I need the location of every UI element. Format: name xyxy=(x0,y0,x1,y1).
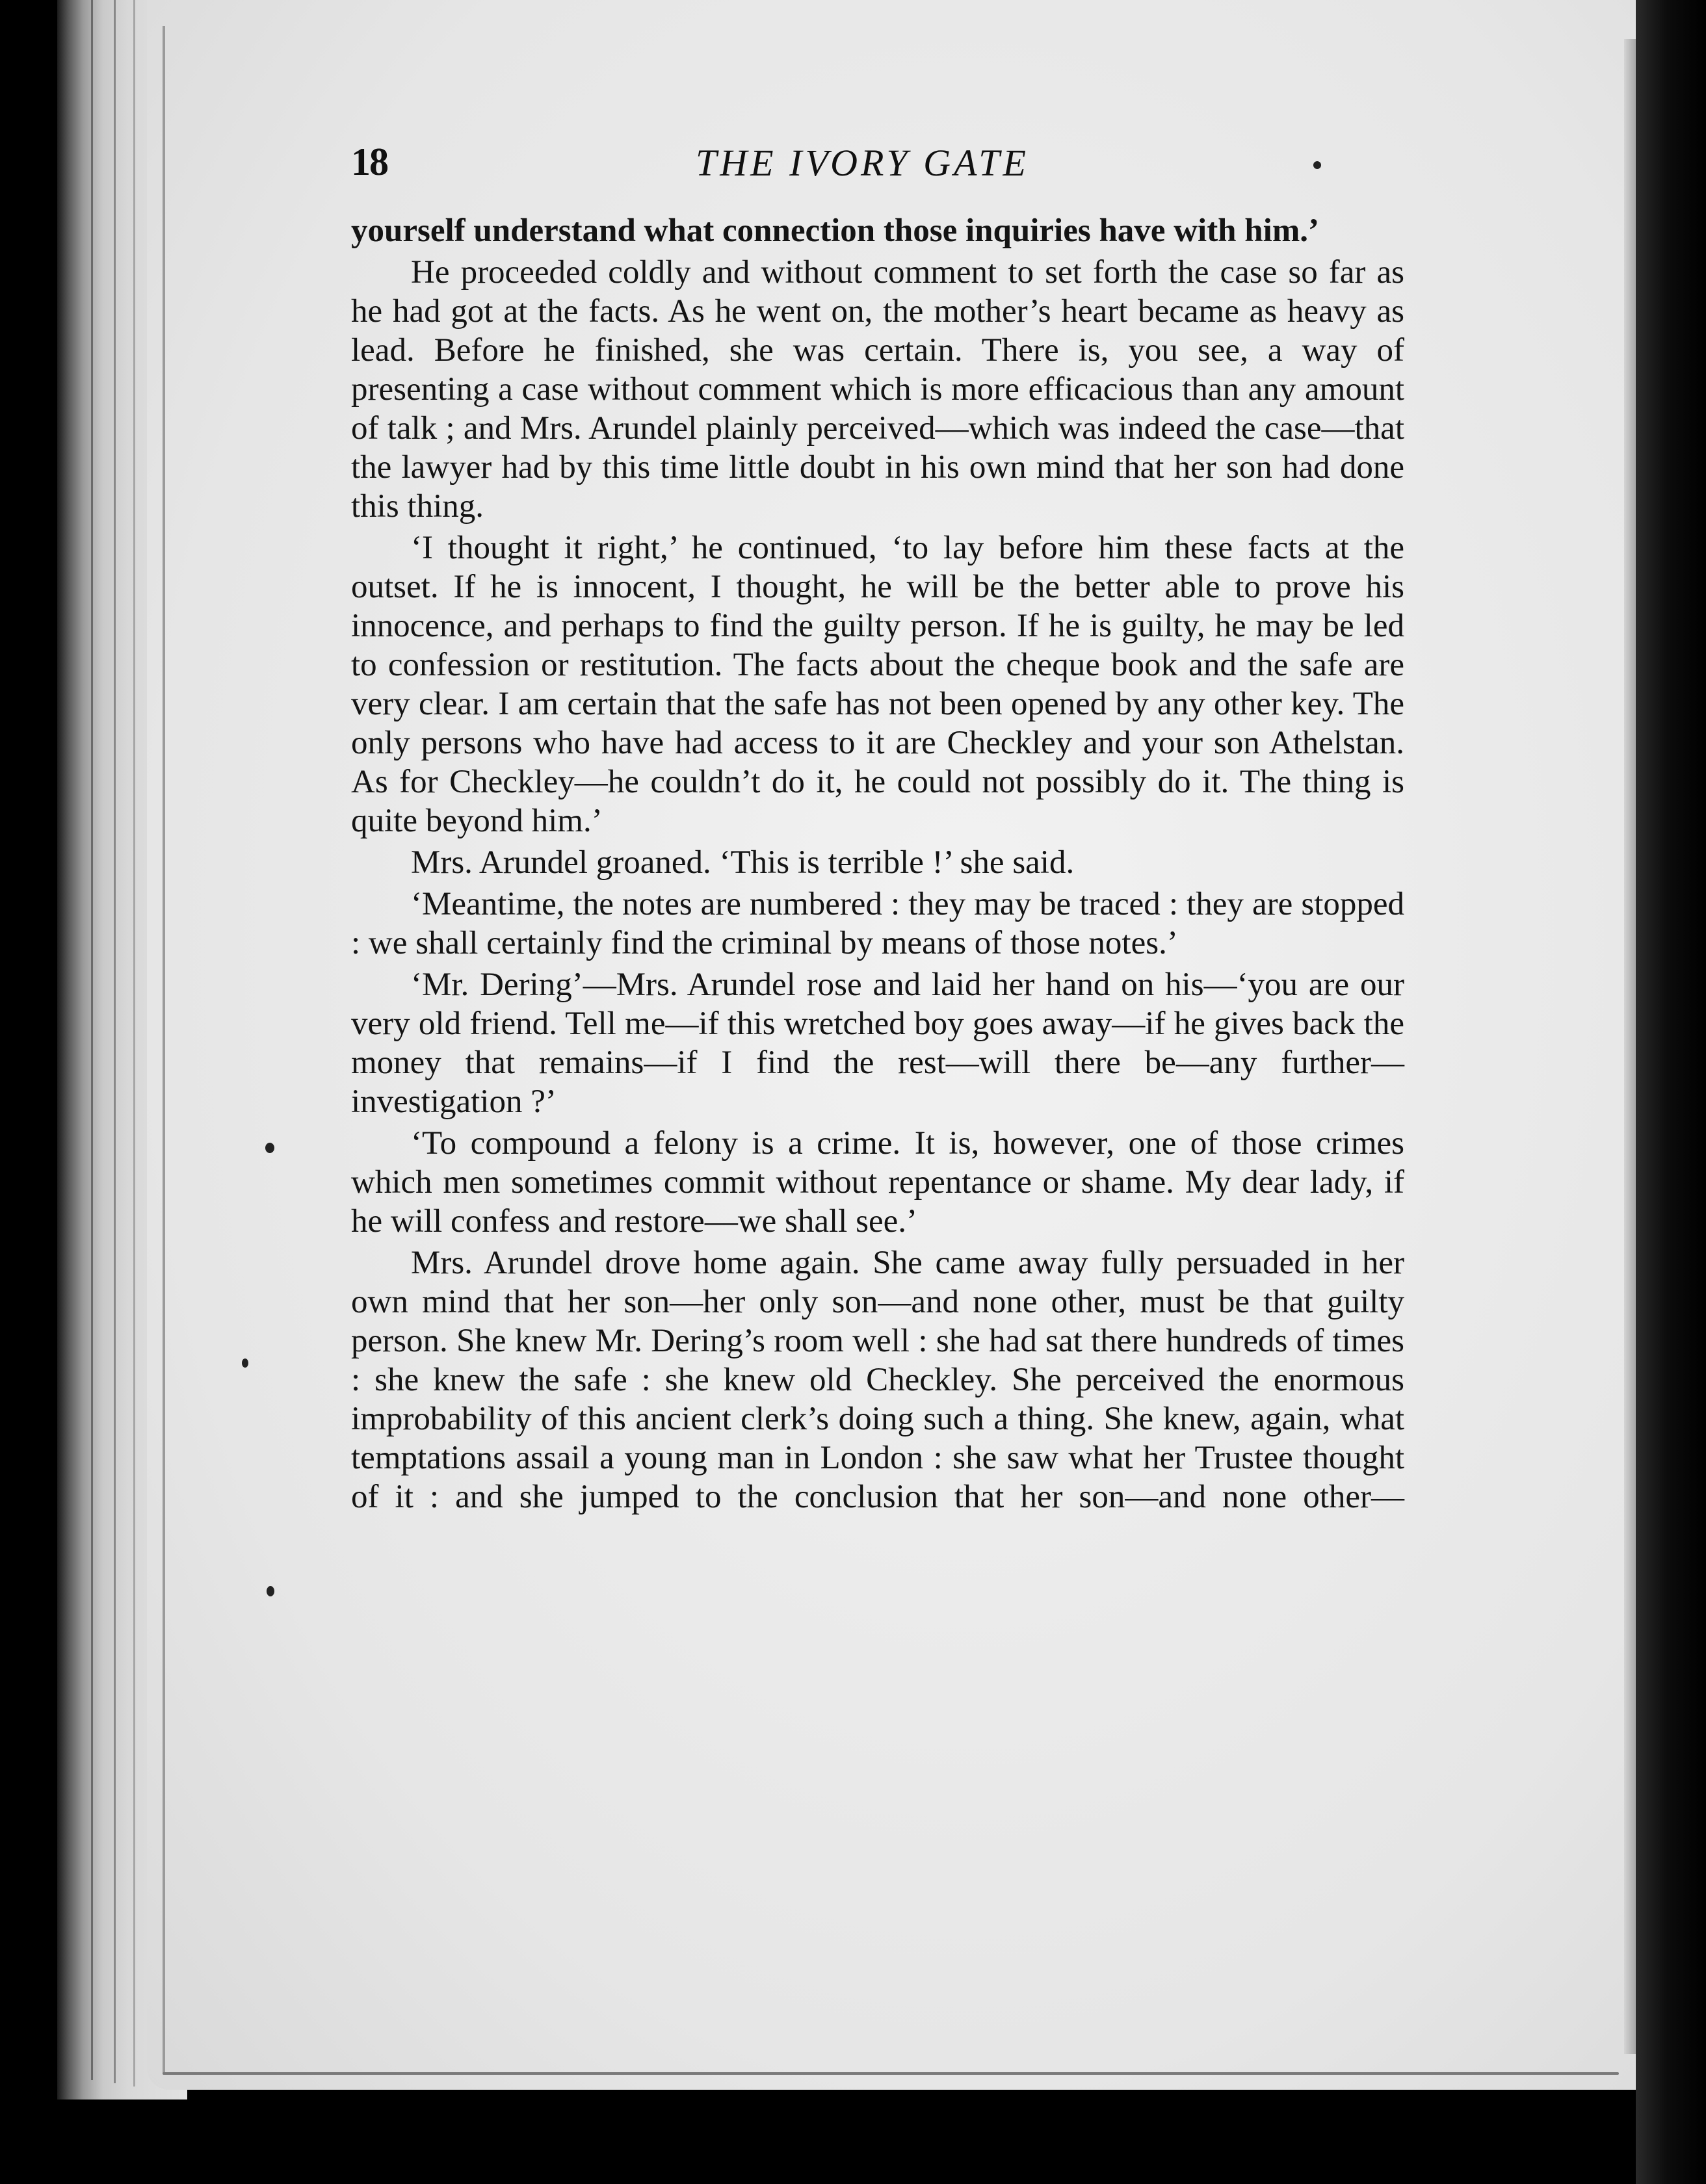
scan-speck xyxy=(1313,161,1321,169)
paragraph: ‘Mr. Dering’—Mrs. Arundel rose and laid her hand on his—‘you are our very old friend. Tell me—if this wretched boy goes away—if he gives back the money that remains—if I find the rest—will there be—any further—investigation ?’ xyxy=(351,967,1404,1120)
paragraph: ‘I thought it right,’ he continued, ‘to lay before him these facts at the outset. If he is innocent, I thought, he will be the better able to prove his innocence, and perhaps to find the guilty person. If he is guilty, he may be led to confession or restitution. The facts about the cheque book and the safe are very clear. I am certain that the safe has not been opened by any other key. The only persons who have had access to it are Checkley and your son Athelstan. As for Checkley—he couldn’t do it, he could not possibly do it. The thing is quite beyond him.’ xyxy=(351,530,1404,839)
scan-speck xyxy=(267,1586,274,1596)
page-edge-line xyxy=(114,0,116,2083)
book-binding xyxy=(1636,0,1706,2184)
page-edge-line xyxy=(91,0,93,2080)
running-title: THE IVORY GATE xyxy=(696,142,1029,184)
page-edge-line xyxy=(133,0,135,2086)
paragraph: ‘Meantime, the notes are numbered : they may be traced : they are stopped : we shall certainly find the criminal by means of those notes.’ xyxy=(351,886,1404,961)
running-header xyxy=(351,140,1606,192)
paragraph: Mrs. Arundel groaned. ‘This is terrible !’ she said. xyxy=(411,844,1075,881)
page-margin-rule xyxy=(163,26,165,2074)
paragraph: yourself understand what connection those inquiries have with him.’ xyxy=(351,213,1320,249)
paragraph: Mrs. Arundel drove home again. She came away fully persuaded in her own mind that her son—her only son—and none other, must be that guilty person. She knew Mr. Dering’s room well : she had sat there hundreds of times : she knew the safe : she knew old Checkley. She perceived the enormous improbability of this ancient clerk’s doing such a thing. She knew, again, what temptations assail a young man in London : she saw what her Trustee thought of it : and she jumped to the conclusion that her son—and none other— xyxy=(351,1245,1404,1515)
paragraph: ‘To compound a felony is a crime. It is, however, one of those crimes which men sometimes commit without repentance or shame. My dear lady, if he will confess and restore—we shall see.’ xyxy=(351,1125,1404,1240)
page-number: 18 xyxy=(351,140,387,183)
page-bottom-rule xyxy=(163,2072,1619,2075)
paragraph: He proceeded coldly and without comment to set forth the case so far as he had got at the facts. As he went on, the mother’s heart became as heavy as lead. Before he finished, she was certain. There is, you see, a way of presenting a case without comment which is more efficacious than any amount of talk ; and Mrs. Arundel plainly perceived—which was indeed the case—that the lawyer had by this time little doubt in his own mind that her son had done this thing. xyxy=(351,254,1404,525)
scan-speck xyxy=(242,1358,248,1368)
scan-speck xyxy=(265,1143,274,1153)
body-text xyxy=(351,211,1404,1519)
